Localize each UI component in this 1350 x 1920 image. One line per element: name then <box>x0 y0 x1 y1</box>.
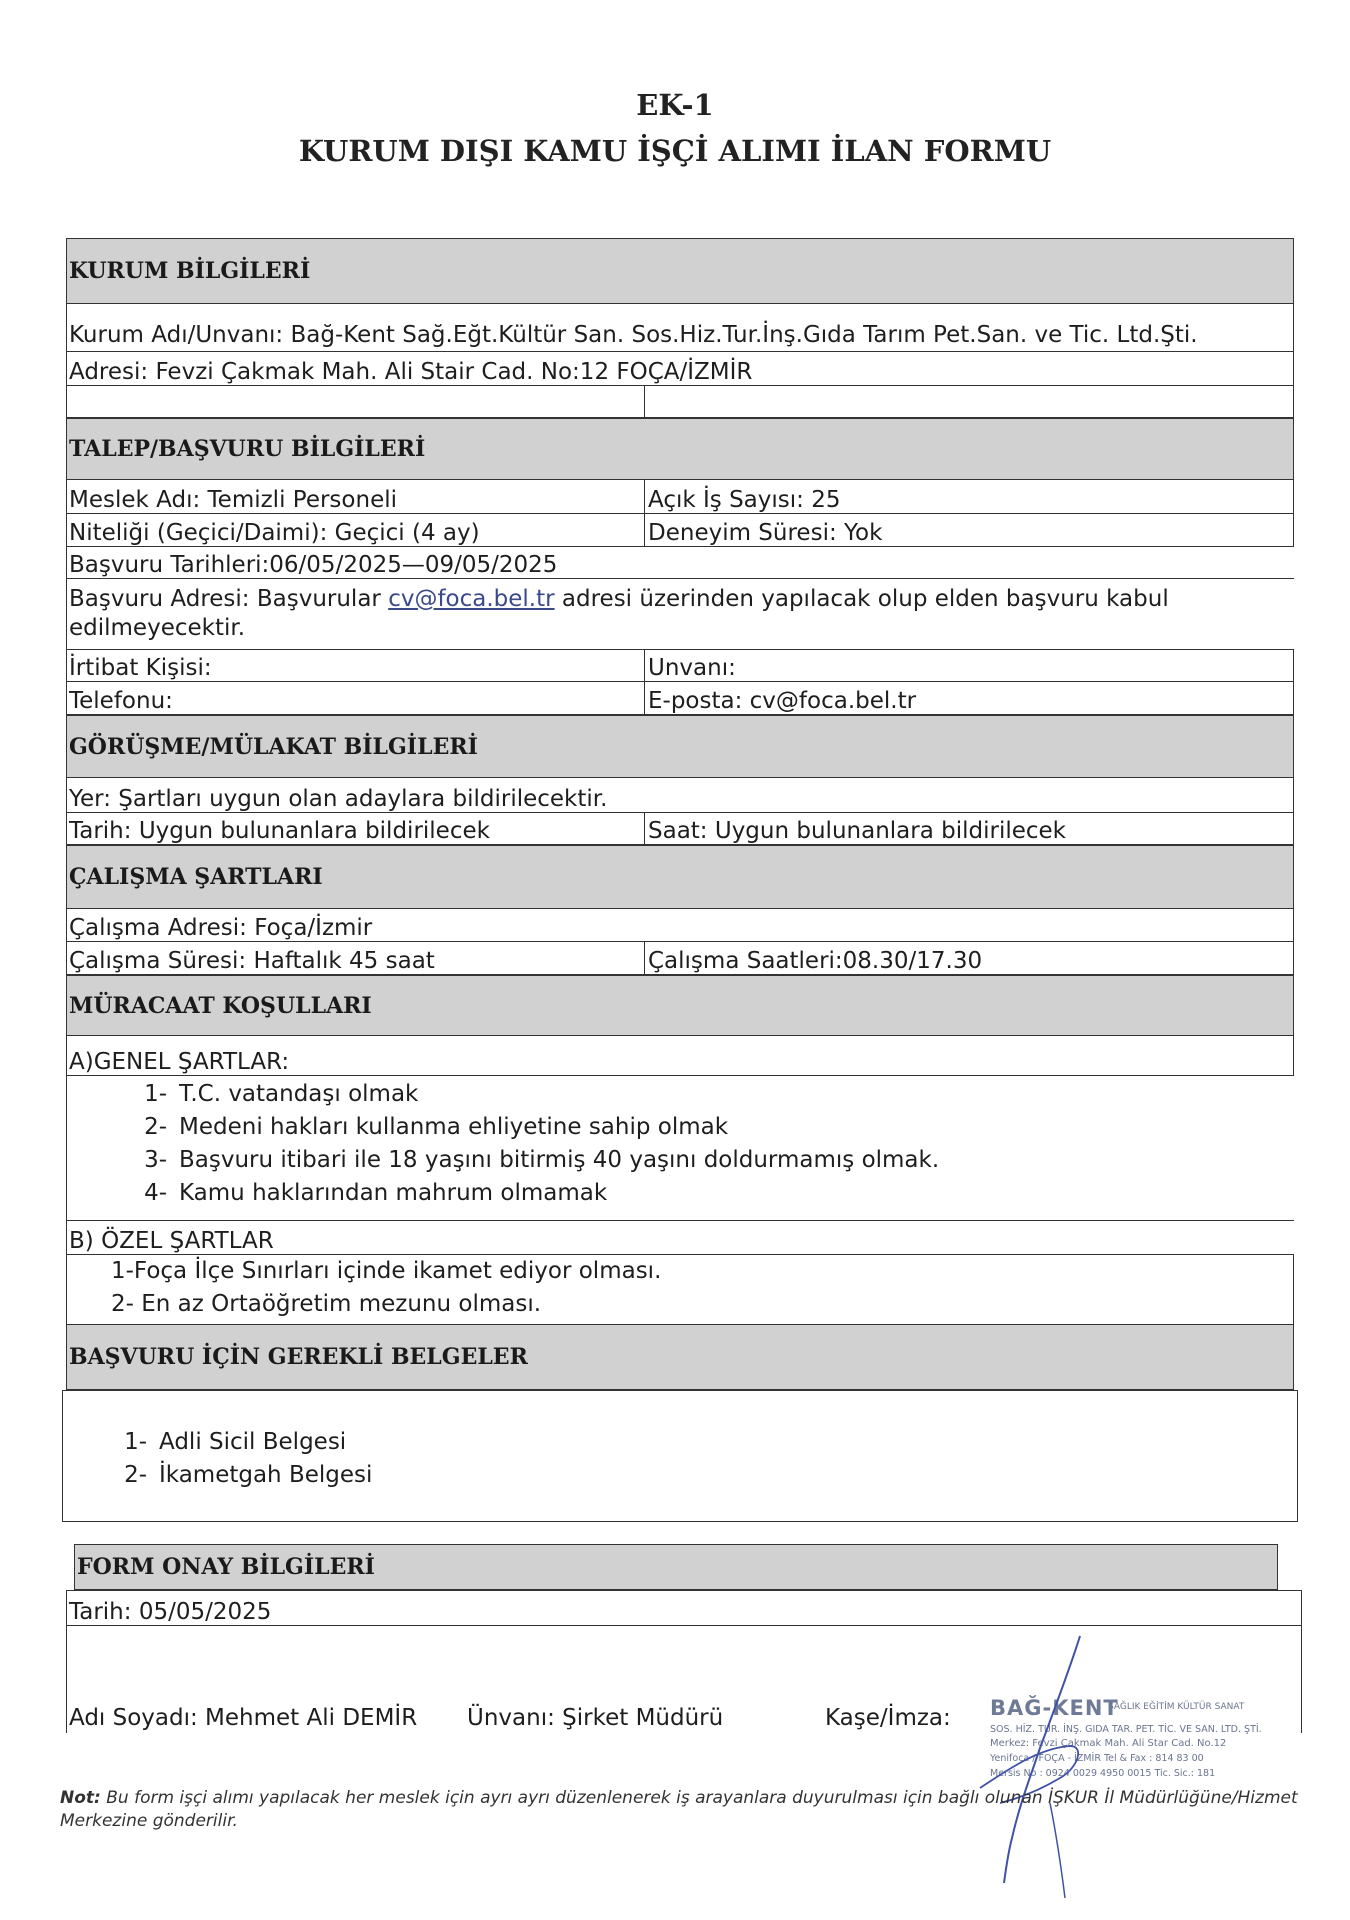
section-onay: FORM ONAY BİLGİLERİ <box>74 1544 1278 1590</box>
genel-sartlar-title-row <box>66 1036 1294 1076</box>
meslek-row <box>66 480 1294 514</box>
kurum-adres-row <box>66 352 1294 386</box>
section-gorusme: GÖRÜŞME/MÜLAKAT BİLGİLERİ <box>66 715 1294 778</box>
calisma-adres-row <box>66 909 1294 942</box>
calisma-adresi: Çalışma Adresi: Foça/İzmir <box>69 914 373 941</box>
onay-tarih-row <box>67 1591 1301 1626</box>
genel-sartlar-title: A)GENEL ŞARTLAR: <box>69 1048 290 1075</box>
ozel-sartlar-title-row <box>66 1220 1294 1254</box>
list-item: 1-Foça İlçe Sınırları içinde ikamet ediyor olması. <box>111 1258 662 1284</box>
deneyim-suresi: Deneyim Süresi: Yok <box>644 514 1293 546</box>
company-stamp: BAĞ-KENT SAĞLIK EĞİTİM KÜLTÜR SANAT SOS. HİZ. TUR. İNŞ. GIDA TAR. PET. TİC. VE SAN. LTD. ŞTİ. Merkez: Fevzi Çakmak Mah. Ali Star Cad. No.12 Yenifoça / FOÇA - İZMİR Tel & Fax : 814 83 00 Mersis No : 0924 0029 4950 0015 Tic. Sic.: 181 <box>990 1696 1300 1788</box>
calisma-suresi: Çalışma Süresi: Haftalık 45 saat <box>69 947 435 974</box>
gorusme-yer: Yer: Şartları uygun olan adaylara bildirilecektir. <box>69 785 608 812</box>
basvuru-tarihleri: Başvuru Tarihleri:06/05/2025—09/05/2025 <box>69 552 558 578</box>
gorusme-saat: Saat: Uygun bulunanlara bildirilecek <box>644 813 1293 844</box>
list-item: 2- İkametgah Belgesi <box>124 1462 373 1488</box>
list-item: 2- Medeni hakları kullanma ehliyetine sahip olmak <box>144 1114 729 1140</box>
footnote-text: Bu form işçi alımı yapılacak her meslek için ayrı ayrı düzenlenerek iş arayanlara duyurulması için bağlı olunan İŞKUR İl Müdürlüğüne/Hizmet Merkezine gönderilir. <box>60 1788 1298 1831</box>
gorusme-tarih: Tarih: Uygun bulunanlara bildirilecek <box>69 817 490 844</box>
list-item: 4- Kamu haklarından mahrum olmamak <box>144 1180 608 1206</box>
stamp-brand: BAĞ-KENT <box>990 1696 1119 1720</box>
onay-tarih: Tarih: 05/05/2025 <box>69 1599 272 1625</box>
acik-is-sayisi: Açık İş Sayısı: 25 <box>644 480 1293 513</box>
form-title: KURUM DIŞI KAMU İŞÇİ ALIMI İLAN FORMU <box>298 134 1052 168</box>
calisma-saatleri: Çalışma Saatleri:08.30/17.30 <box>644 942 1293 974</box>
list-item: 2- En az Ortaöğretim mezunu olması. <box>111 1291 542 1317</box>
list-item: 1- T.C. vatandaşı olmak <box>144 1081 419 1107</box>
list-item: 3- Başvuru itibari ile 18 yaşını bitirmiş 40 yaşını doldurmamış olmak. <box>144 1147 940 1173</box>
niteligi: Niteliği (Geçici/Daimi): Geçici (4 ay) <box>69 519 480 546</box>
calisma-sure-row <box>66 942 1294 975</box>
basvuru-adresi-row: Başvuru Adresi: Başvurular cv@foca.bel.tr adresi üzerinden yapılacak olup elden başvuru kabul edilmeyecektir. <box>66 578 1294 649</box>
ozel-sartlar-list <box>66 1254 1294 1324</box>
footnote <box>60 1787 1300 1833</box>
yer-row <box>66 778 1294 813</box>
ek-label: EK-1 <box>636 88 714 122</box>
footnote-label: Not: <box>60 1788 101 1808</box>
empty-row <box>66 386 1294 418</box>
list-item: 1- Adli Sicil Belgesi <box>124 1429 347 1455</box>
section-muracaat: MÜRACAAT KOŞULLARI <box>66 975 1294 1036</box>
section-calisma: ÇALIŞMA ŞARTLARI <box>66 845 1294 909</box>
onay-unvan: Ünvanı: Şirket Müdürü <box>467 1705 724 1731</box>
telefon: Telefonu: <box>69 687 173 714</box>
nitelik-row <box>66 514 1294 547</box>
onay-kase-imza: Kaşe/İmza: <box>825 1705 951 1731</box>
genel-sartlar-list <box>66 1076 1294 1220</box>
form-body <box>66 238 1294 1733</box>
basvuru-tarihleri-row <box>66 547 1294 578</box>
kurum-adi-row <box>66 304 1294 352</box>
signature-icon <box>960 1628 1120 1908</box>
belgeler-list <box>62 1390 1298 1522</box>
gorusme-tarih-row <box>66 813 1294 845</box>
kurum-adi: Kurum Adı/Unvanı: Bağ-Kent Sağ.Eğt.Kültür San. Sos.Hiz.Tur.İnş.Gıda Tarım Pet.San. ve Tic. Ltd.Şti. <box>69 321 1198 348</box>
section-talep: TALEP/BAŞVURU BİLGİLERİ <box>66 418 1294 480</box>
eposta: E-posta: cv@foca.bel.tr <box>644 682 1293 714</box>
ozel-sartlar-title: B) ÖZEL ŞARTLAR <box>69 1228 274 1254</box>
section-kurum: KURUM BİLGİLERİ <box>66 238 1294 304</box>
basvuru-email-link[interactable]: cv@foca.bel.tr <box>388 586 555 612</box>
irtibat-kisisi: İrtibat Kişisi: <box>69 654 212 681</box>
onay-adi-soyadi: Adı Soyadı: Mehmet Ali DEMİR <box>69 1705 418 1731</box>
meslek-adi: Meslek Adı: Temizli Personeli <box>69 486 397 513</box>
irtibat-unvan: Unvanı: <box>644 650 1293 681</box>
section-belgeler: BAŞVURU İÇİN GEREKLİ BELGELER <box>66 1324 1294 1390</box>
kurum-adres: Adresi: Fevzi Çakmak Mah. Ali Stair Cad. No:12 FOÇA/İZMİR <box>69 358 753 385</box>
telefon-row <box>66 682 1294 715</box>
irtibat-row <box>66 649 1294 682</box>
